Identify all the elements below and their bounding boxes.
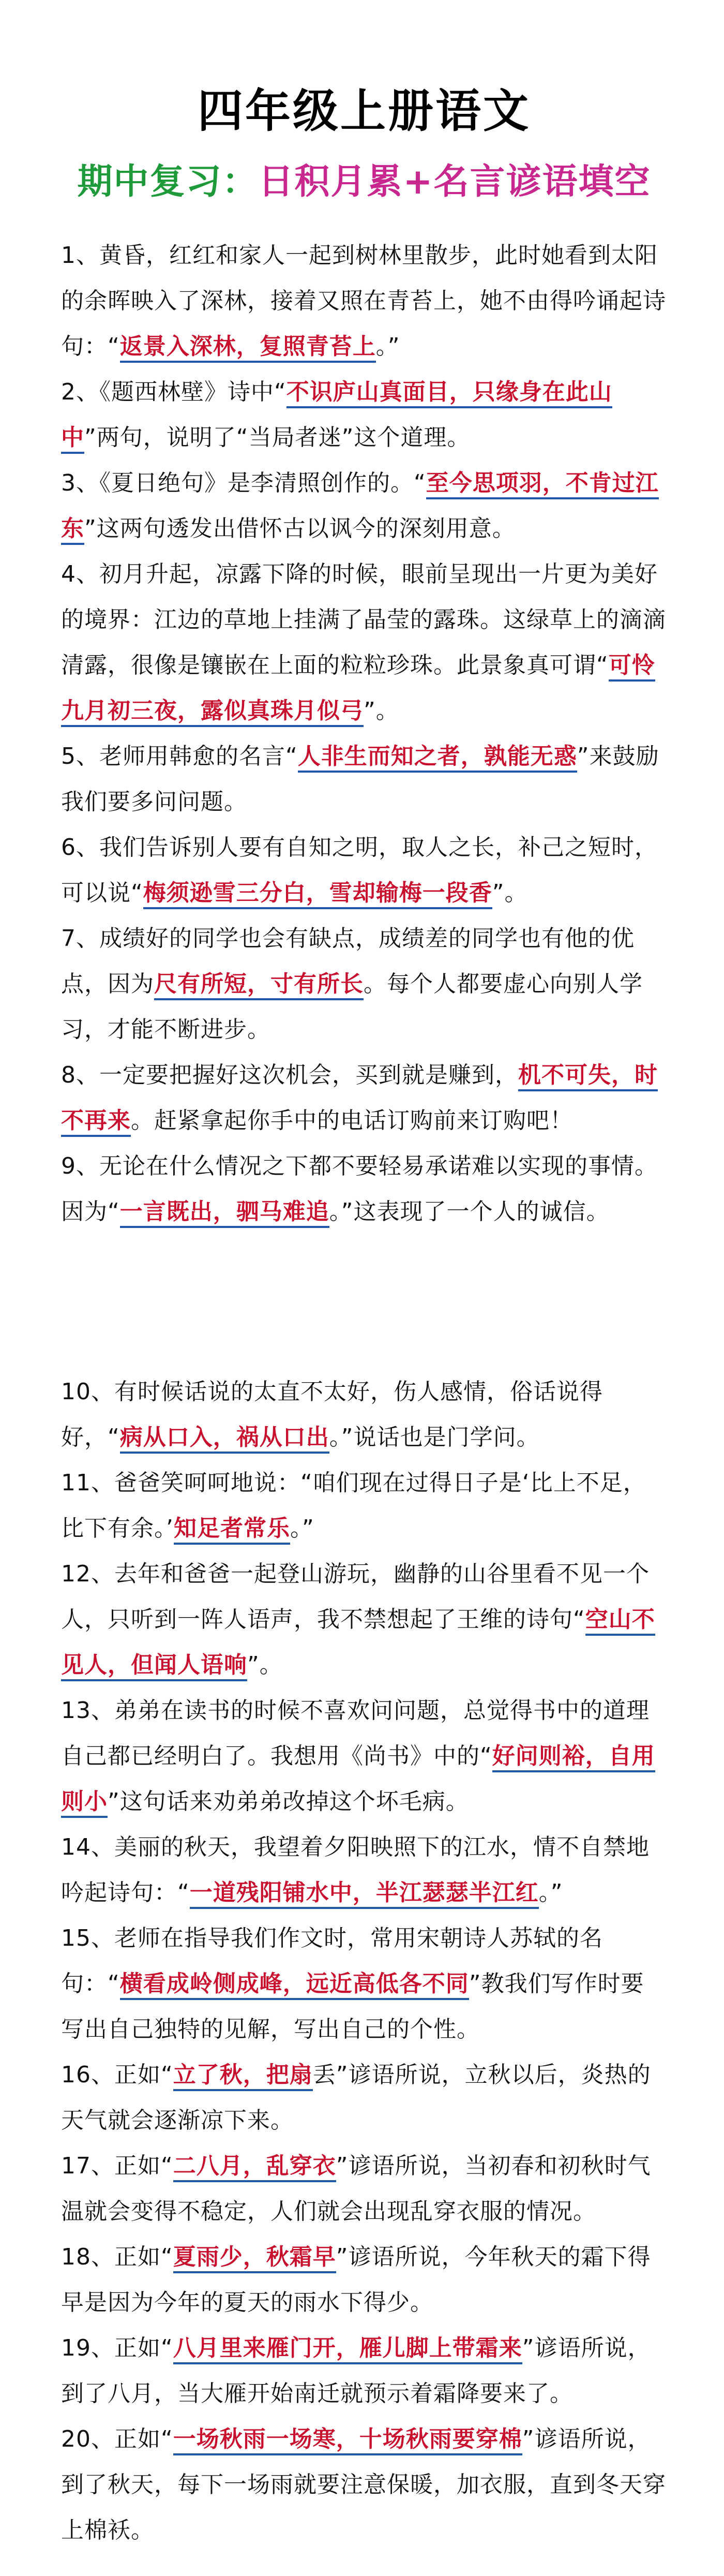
answer-text: 不识庐山真面目，只缘身在此山中 xyxy=(61,379,612,454)
answer-text: 一言既出，驷马难追 xyxy=(120,1198,329,1228)
item-text: ”谚语所说，当初春和初秋时气温就会变得不稳定，人们就会出现乱穿衣服的情况。 xyxy=(61,2153,651,2225)
item-text: ”谚语所说，到了秋天，每下一场雨就要注意保暖，加衣服，直到冬天穿上棉袄。 xyxy=(61,2426,666,2543)
answer-text: 空山不见人，但闻人语响 xyxy=(61,1606,655,1681)
item-text: 3、《夏日绝句》是李清照创作的。“ xyxy=(61,470,426,496)
item-text: 。” xyxy=(375,333,400,360)
exercise-item-8 xyxy=(61,1053,667,1144)
exercise-item-19 xyxy=(61,2326,667,2417)
exercise-item-5 xyxy=(61,734,667,825)
answer-text: 可怜九月初三夜，露似真珠月似弓 xyxy=(61,652,655,727)
item-text: 。”这表现了一个人的诚信。 xyxy=(329,1198,610,1225)
item-text: 5、老师用韩愈的名言“ xyxy=(61,743,298,769)
exercise-list xyxy=(61,233,667,2553)
exercise-item-11 xyxy=(61,1460,667,1551)
item-text: ”。 xyxy=(364,698,399,724)
item-text: 17、正如“ xyxy=(61,2153,173,2179)
item-text: ”这两句透发出借怀古以讽今的深刻用意。 xyxy=(84,515,516,542)
item-text: 13、弟弟在读书的时候不喜欢问问题，总觉得书中的道理自己都已经明白了。我想用《尚书》中的“ xyxy=(61,1697,650,1769)
item-text: ”这句话来劝弟弟改掉这个坏毛病。 xyxy=(108,1788,469,1815)
item-text: 16、正如“ xyxy=(61,2062,173,2088)
item-text: ”两句，说明了“当局者迷”这个道理。 xyxy=(84,424,471,451)
item-text: ”。 xyxy=(492,880,528,906)
exercise-item-1 xyxy=(61,233,667,369)
item-text: ”来鼓励我们要多问问题。 xyxy=(61,743,659,815)
item-text: 18、正如“ xyxy=(61,2244,173,2270)
answer-text: 至今思项羽，不肯过江东 xyxy=(61,470,659,545)
item-text: 8、一定要把握好这次机会，买到就是赚到， xyxy=(61,1062,518,1088)
answer-text: 二八月，乱穿衣 xyxy=(173,2153,336,2182)
answer-text: 人非生而知之者，孰能无惑 xyxy=(298,743,577,773)
exercise-item-6 xyxy=(61,825,667,916)
exercise-item-2 xyxy=(61,369,667,461)
item-text: 11、爸爸笑呵呵地说：“咱们现在过得日子是‘比上不足，比下有余。’ xyxy=(61,1470,646,1542)
exercise-item-17 xyxy=(61,2143,667,2234)
item-text: 12、去年和爸爸一起登山游玩，幽静的山谷里看不见一个人，只听到一阵人语声，我不禁想起了王维的诗句“ xyxy=(61,1561,650,1633)
item-text: 15、老师在指导我们作文时，常用宋朝诗人苏轼的名句：“ xyxy=(61,1925,603,1997)
answer-text: 一场秋雨一场寒，十场秋雨要穿棉 xyxy=(173,2426,522,2455)
item-text: 。” xyxy=(538,1879,563,1906)
answer-text: 机不可失，时不再来 xyxy=(61,1062,658,1137)
item-text: 20、正如“ xyxy=(61,2426,173,2452)
exercise-item-9 xyxy=(61,1144,667,1235)
exercise-item-4 xyxy=(61,552,667,734)
exercise-item-7 xyxy=(61,916,667,1053)
answer-text: 尺有所短，寸有所长 xyxy=(154,971,364,1000)
answer-text: 一道残阳铺水中，半江瑟瑟半江红 xyxy=(190,1879,539,1909)
item-text: 。赶紧拿起你手中的电话订购前来订购吧！ xyxy=(131,1107,573,1134)
page-subtitle xyxy=(61,140,667,208)
answer-text: 八月里来雁门开，雁儿脚上带霜来 xyxy=(173,2335,522,2364)
answer-text: 夏雨少，秋霜早 xyxy=(173,2244,336,2273)
item-text: ”谚语所说，到了八月，当大雁开始南迁就预示着霜降要来了。 xyxy=(61,2335,651,2407)
page-title: 四年级上册语文 xyxy=(197,84,531,138)
item-text: ”教我们写作时要写出自己独特的见解，写出自己的个性。 xyxy=(61,1971,644,2042)
item-text: 7、成绩好的同学也会有缺点，成绩差的同学也有他的优点，因为 xyxy=(61,925,635,997)
item-text: 丢”谚语所说，立秋以后，炎热的天气就会逐渐凉下来。 xyxy=(61,2062,651,2134)
item-text: 2、《题西林壁》诗中“ xyxy=(61,379,286,405)
answer-text: 立了秋，把扇 xyxy=(173,2062,313,2091)
exercise-item-16 xyxy=(61,2052,667,2143)
exercise-item-15 xyxy=(61,1916,667,2052)
exercise-item-10 xyxy=(61,1369,667,1460)
answer-text: 横看成岭侧成峰，远近高低各不同 xyxy=(120,1971,469,2000)
item-text: 4、初月升起，凉露下降的时候，眼前呈现出一片更为美好的境界：江边的草地上挂满了晶莹的露珠。这绿草上的滴滴清露，很像是镶嵌在上面的粒粒珍珠。此景象真可谓“ xyxy=(61,561,666,678)
subtitle-part-b: 日积月累+名言谚语填空 xyxy=(258,161,651,202)
subtitle-part-a: 期中复习： xyxy=(77,161,259,202)
item-text: ”谚语所说，今年秋天的霜下得早是因为今年的夏天的雨水下得少。 xyxy=(61,2244,651,2316)
item-text: ”。 xyxy=(247,1652,283,1678)
item-text: 。”说话也是门学问。 xyxy=(329,1424,540,1450)
answer-text: 知足者常乐 xyxy=(174,1515,290,1545)
exercise-item-14 xyxy=(61,1825,667,1916)
answer-text: 返景入深林，复照青苔上 xyxy=(120,333,376,363)
answer-text: 好问则裕，自用则小 xyxy=(61,1743,655,1818)
item-text: 。每个人都要虚心向别人学习，才能不断进步。 xyxy=(61,971,643,1043)
item-text: 14、美丽的秋天，我望着夕阳映照下的江水，情不自禁地吟起诗句：“ xyxy=(61,1834,650,1906)
exercise-item-18 xyxy=(61,2234,667,2326)
item-text: 9、无论在什么情况之下都不要轻易承诺难以实现的事情。因为“ xyxy=(61,1153,658,1225)
item-text: 6、我们告诉别人要有自知之明，取人之长，补己之短时，可以说“ xyxy=(61,834,658,906)
item-text: 19、正如“ xyxy=(61,2335,173,2361)
answer-text: 病从口入，祸从口出 xyxy=(120,1424,329,1454)
exercise-item-12 xyxy=(61,1551,667,1688)
answer-text: 梅须逊雪三分白，雪却输梅一段香 xyxy=(143,880,492,909)
item-text: 10、有时候话说的太直不太好，伤人感情，俗话说得好，“ xyxy=(61,1379,603,1450)
item-text: 1、黄昏，红红和家人一起到树林里散步，此时她看到太阳的余晖映入了深林，接着又照在青苔上，她不由得吟诵起诗句：“ xyxy=(61,242,666,360)
item-text: 。” xyxy=(290,1515,314,1542)
exercise-item-20 xyxy=(61,2417,667,2553)
exercise-item-3 xyxy=(61,461,667,552)
exercise-item-13 xyxy=(61,1688,667,1825)
